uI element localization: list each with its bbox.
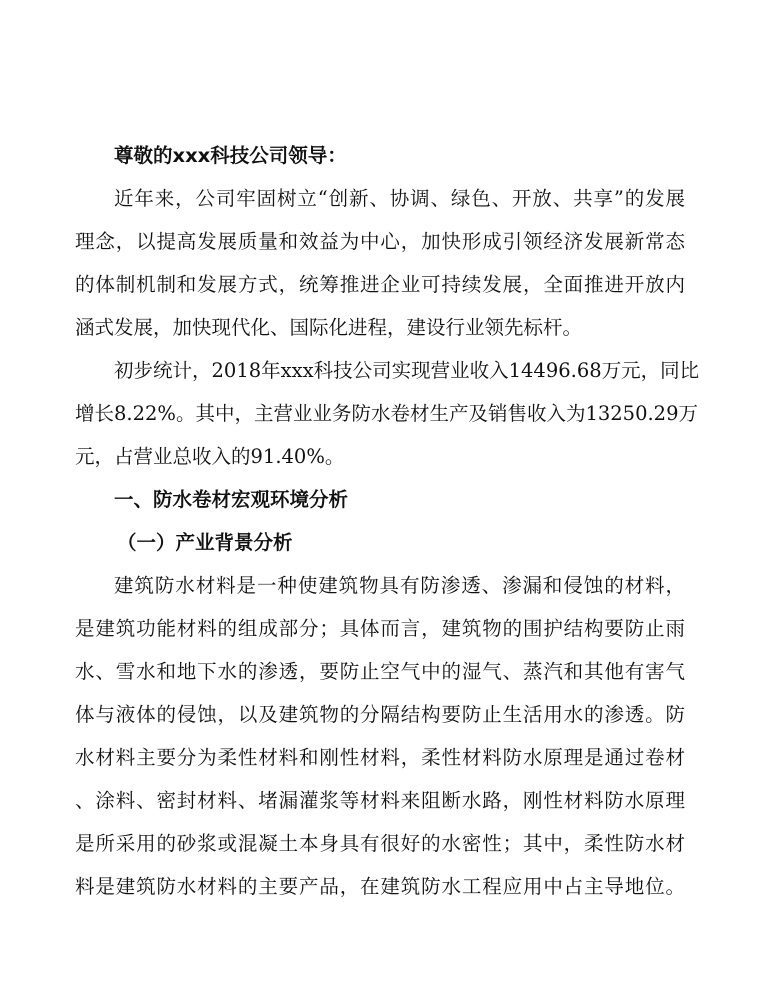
paragraph-line: 涵式发展，加快现代化、国际化进程，建设行业领先标杆。	[75, 316, 583, 339]
paragraph-line: 的体制机制和发展方式，统筹推进企业可持续发展，全面推进开放内	[75, 273, 685, 296]
document-page	[75, 134, 700, 908]
stats-paragraph	[75, 349, 700, 478]
paragraph-line: 料是建筑防水材料的主要产品，在建筑防水工程应用中占主导地位。	[75, 875, 685, 898]
background-paragraph	[75, 564, 685, 908]
paragraph-line: 水材料主要分为柔性材料和刚性材料，柔性材料防水原理是通过卷材	[75, 746, 685, 769]
paragraph-line: 是所采用的砂浆或混凝土本身具有很好的水密性；其中，柔性防水材	[75, 832, 685, 855]
salutation: 尊敬的xxx科技公司领导：	[114, 144, 347, 167]
paragraph-line: 初步统计，2018年xxx科技公司实现营业收入14496.68万元，同比	[114, 359, 700, 382]
paragraph-line: 近年来，公司牢固树立“创新、协调、绿色、开放、共享”的发展	[114, 187, 685, 210]
subsection-heading: （一）产业背景分析	[117, 531, 293, 554]
paragraph-line: 、涂料、密封材料、堵漏灌浆等材料来阻断水路，刚性材料防水原理	[75, 789, 685, 812]
intro-paragraph	[75, 177, 685, 349]
paragraph-line: 理念，以提高发展质量和效益为中心，加快形成引领经济发展新常态	[75, 230, 685, 253]
paragraph-line: 增长8.22%。其中，主营业业务防水卷材生产及销售收入为13250.29万	[75, 402, 698, 425]
section-heading: 一、防水卷材宏观环境分析	[114, 488, 349, 511]
paragraph-line: 体与液体的侵蚀，以及建筑物的分隔结构要防止生活用水的渗透。防	[75, 703, 685, 726]
paragraph-line: 水、雪水和地下水的渗透，要防止空气中的湿气、蒸汽和其他有害气	[75, 660, 685, 683]
paragraph-line: 元，占营业总收入的91.40%。	[75, 445, 345, 468]
paragraph-line: 是建筑功能材料的组成部分；具体而言，建筑物的围护结构要防止雨	[75, 617, 685, 640]
paragraph-line: 建筑防水材料是一种使建筑物具有防渗透、渗漏和侵蚀的材料，	[114, 574, 685, 597]
